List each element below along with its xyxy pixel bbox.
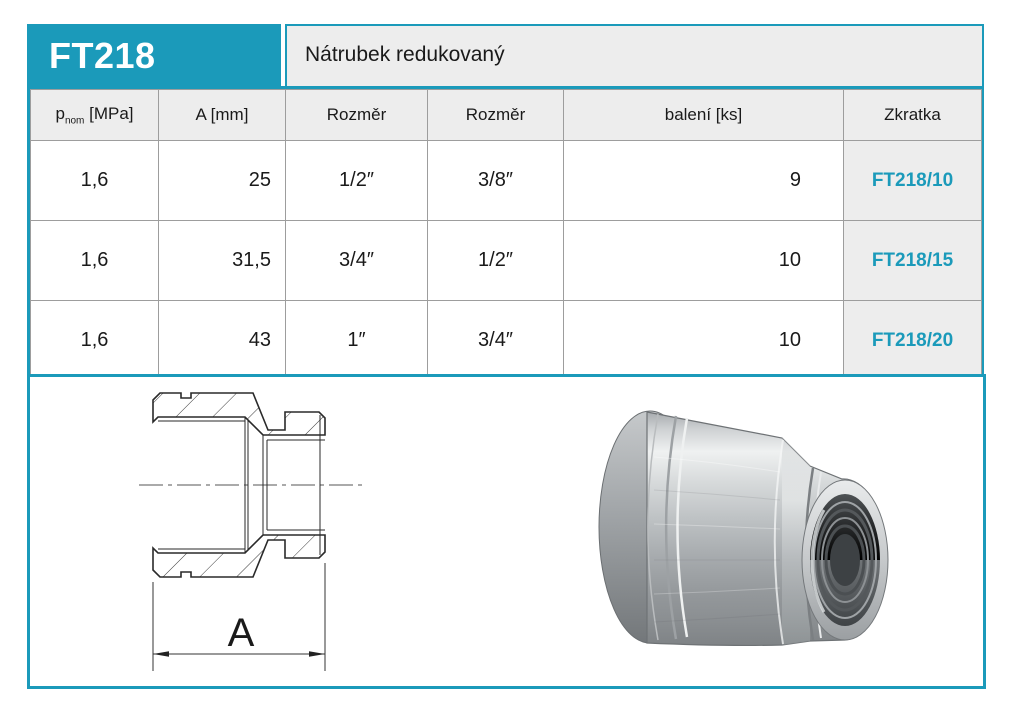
wall-section-bottom — [153, 535, 325, 577]
spec-table-wrap — [27, 86, 984, 384]
cell-a: 43 — [159, 301, 286, 381]
cell-pnom: 1,6 — [31, 221, 159, 301]
cell-a: 25 — [159, 141, 286, 221]
col-header-a: A [mm] — [159, 90, 286, 141]
product-code-link[interactable]: FT218/20 — [844, 301, 982, 381]
cell-pack: 10 — [564, 301, 844, 381]
product-photo — [592, 402, 912, 672]
product-code-link[interactable]: FT218/10 — [844, 141, 982, 221]
cell-pnom: 1,6 — [31, 301, 159, 381]
cell-pnom: 1,6 — [31, 141, 159, 221]
bore-hole — [830, 534, 860, 586]
product-code-header: FT218 — [27, 24, 281, 88]
cell-size2: 1/2″ — [428, 221, 564, 301]
table-row — [31, 141, 982, 221]
table-row — [31, 221, 982, 301]
technical-drawing — [135, 384, 370, 684]
cell-size1: 3/4″ — [286, 221, 428, 301]
col-header-pnom: $p_{nom}$ [MPa] — [31, 90, 159, 141]
dimension-label: A — [227, 611, 255, 655]
table-header-row — [31, 90, 982, 141]
cell-size1: 1/2″ — [286, 141, 428, 221]
cell-size1: 1″ — [286, 301, 428, 381]
wall-section-top — [153, 393, 325, 435]
col-header-size2: Rozměr — [428, 90, 564, 141]
product-title: Nátrubek redukovaný — [285, 24, 984, 88]
product-code-link[interactable]: FT218/15 — [844, 221, 982, 301]
cell-size2: 3/8″ — [428, 141, 564, 221]
figure-panel — [27, 374, 986, 689]
cell-size2: 3/4″ — [428, 301, 564, 381]
col-header-pack: balení [ks] — [564, 90, 844, 141]
spec-table — [30, 89, 982, 381]
col-header-size1: Rozměr — [286, 90, 428, 141]
col-header-code: Zkratka — [844, 90, 982, 141]
cell-pack: 9 — [564, 141, 844, 221]
cell-a: 31,5 — [159, 221, 286, 301]
table-row — [31, 301, 982, 381]
cell-pack: 10 — [564, 221, 844, 301]
